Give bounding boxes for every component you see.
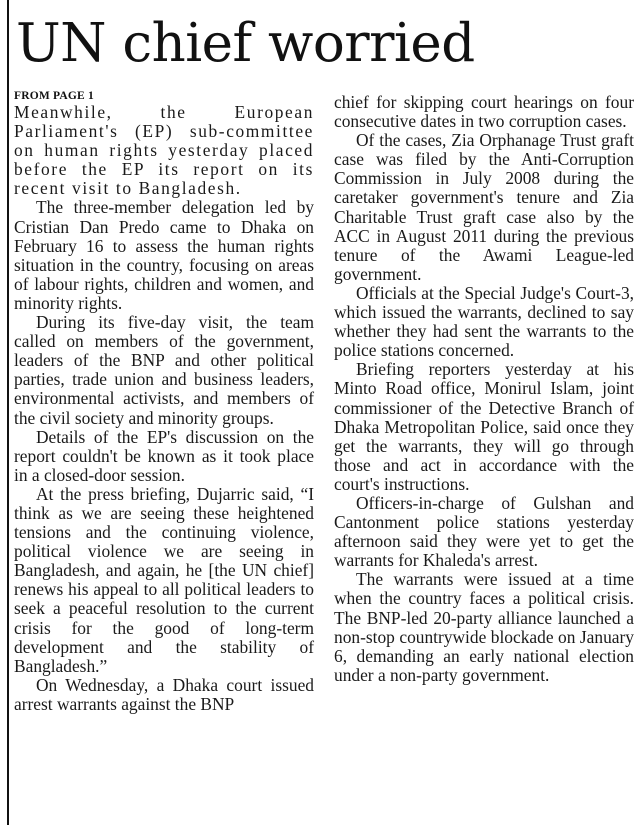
paragraph: chief for skipping court hearings on four consecutive dates in two corruption cases. (334, 92, 634, 132)
paragraph: Briefing reporters yesterday at his Minto Road office, Monirul Islam, joint commissioner of the Detective Branch of Dhaka Metropolitan Police, said once they get the warrants, they will go through those and act in accordance with the court's instructions. (334, 359, 634, 494)
paragraph: The three-member delegation led by Cristian Dan Predo came to Dhaka on February 16 to assess the human rights situation in the country, focusing on areas of labour rights, children and women, and minority rights. (14, 197, 314, 313)
left-column (14, 90, 314, 714)
dateline: FROM PAGE 1 (14, 90, 94, 102)
paragraph: On Wednesday, a Dhaka court issued arrest warrants against the BNP (14, 674, 314, 714)
paragraph: The warrants were issued at a time when the country faces a political crisis. The BNP-led 20-party alliance launched a non-stop countrywide blockade on January 6, demanding an early national election under a non-party government. (334, 569, 634, 685)
headline: UN chief worried (16, 13, 475, 74)
paragraph: Officers-in-charge of Gulshan and Cantonment police stations yesterday afternoon said they were yet to get the warrants for Khaleda's arrest. (334, 492, 634, 571)
paragraph: Meanwhile, the European Parliament's (EP) sub-committee on human rights yesterday placed before the EP its report on its recent visit to Bangladesh. (14, 102, 314, 199)
paragraph: During its five-day visit, the team called on members of the government, leaders of the BNP and other political parties, trade union and business leaders, environmental activists, and members of the civil society and minority groups. (14, 312, 314, 428)
paragraph: Officials at the Special Judge's Court-3, which issued the warrants, declined to say whether they had sent the warrants to the police stations concerned. (334, 282, 634, 361)
paragraph: At the press briefing, Dujarric said, “I think as we are seeing these heightened tensions and the continuing violence, political violence we are seeing in Bangladesh, and again, he [the UN chief] renews his appeal to all political leaders to seek a peaceful resolution to the current crisis for the good of long-term development and the stability of Bangladesh.” (14, 483, 314, 676)
paragraph: Of the cases, Zia Orphanage Trust graft case was filed by the Anti-Corruption Commission in July 2008 during the caretaker government's tenure and Zia Charitable Trust graft case also by the ACC in August 2011 during the previous tenure of the Awami League-led government. (334, 130, 634, 284)
column-rule (7, 0, 9, 825)
paragraph: Details of the EP's discussion on the report couldn't be known as it took place in a closed-door session. (14, 426, 314, 485)
right-column (334, 93, 634, 685)
